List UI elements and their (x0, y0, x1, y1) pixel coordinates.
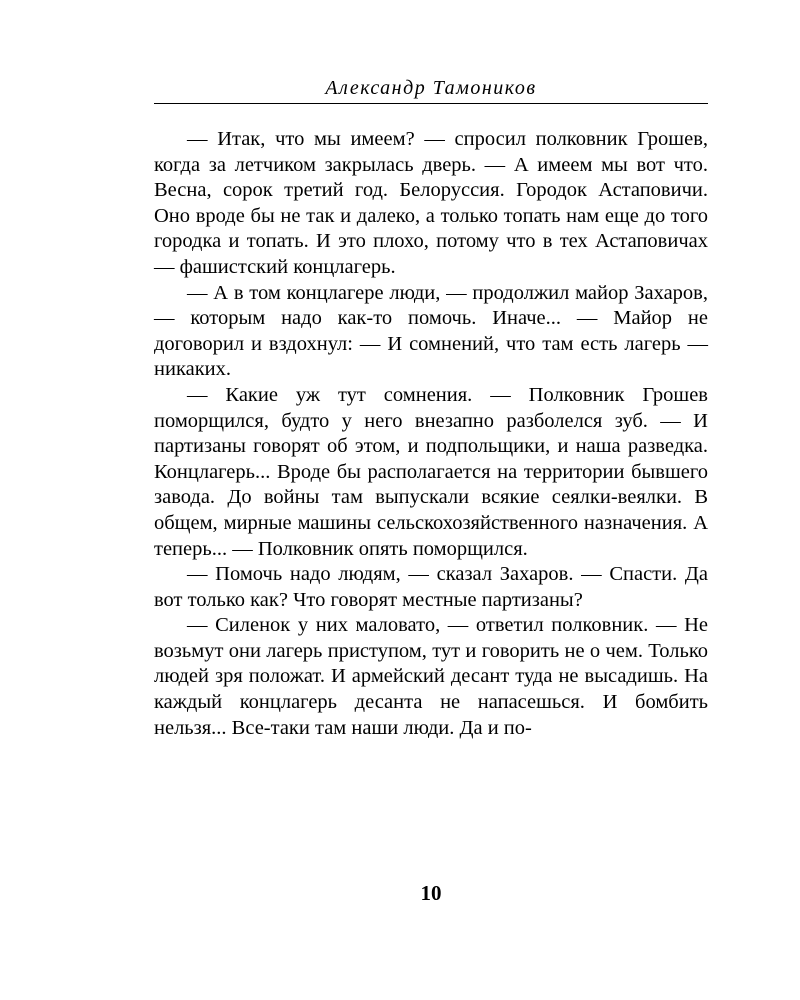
header-rule (154, 103, 708, 104)
paragraph-3: — Какие уж тут сомнения. — Полковник Грошев поморщился, будто у него внезапно разболелся зуб. — И партизаны говорят об этом, и подпольщики, и наша разведка. Концлагерь... Вроде бы располагается на территории бывшего завода. До войны там выпускали всякие сеялки-веялки. В общем, мирные машины сельскохозяйственного назначения. А теперь... — Полковник опять поморщился. (154, 383, 708, 560)
body-text (154, 127, 708, 741)
paragraph-1: — Итак, что мы имеем? — спросил полковник Грошев, когда за летчиком закрылась дверь. — А имеем мы вот что. Весна, сорок третий год. Белоруссия. Городок Астаповичи. Оно вроде бы не так и далеко, а только топать нам еще до того городка и топать. И это плохо, потому что в тех Астаповичах — фашистский концлагерь. (154, 128, 708, 278)
paragraph-5: — Силенок у них маловато, — ответил полковник. — Не возьмут они лагерь приступом, тут и говорить не о чем. Только людей зря положат. И армейский десант туда не высадишь. На каждый концлагерь десанта не напасешься. И бомбить нельзя... Все-таки там наши люди. Да и по- (154, 614, 708, 739)
paragraph-4: — Помочь надо людям, — сказал Захаров. — Спасти. Да вот только как? Что говорят местные партизаны? (154, 563, 708, 611)
paragraph-2: — А в том концлагере люди, — продолжил майор Захаров, — которым надо как-то помочь. Иначе... — Майор не договорил и вздохнул: — И сомнений, что там есть лагерь — никаких. (154, 281, 708, 381)
running-head-author: Александр Тамоников (325, 77, 537, 99)
page-number: 10 (420, 881, 442, 905)
